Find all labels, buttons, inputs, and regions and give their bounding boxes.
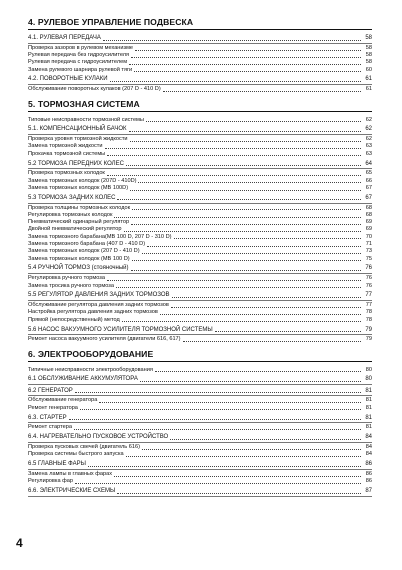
dot-leader [138, 182, 361, 183]
dot-leader [107, 155, 361, 156]
dot-leader [126, 165, 361, 166]
toc-entry[interactable] [28, 170, 372, 177]
entry-page-number: 64 [365, 160, 372, 167]
dot-leader [171, 307, 361, 308]
section-divider [28, 203, 372, 204]
entry-label: Ремонт стартера [28, 424, 72, 431]
entry-label: Ремонт насоса вакуумного усилителя (двигатели 616, 617) [28, 336, 181, 343]
entry-label: Ремонт генератора [28, 404, 78, 411]
toc-entry[interactable] [28, 424, 372, 431]
toc-section [28, 195, 372, 263]
toc-entry[interactable] [28, 283, 372, 290]
entry-page-number: 61 [365, 86, 372, 93]
entry-page-number: 62 [365, 116, 372, 123]
entry-page-number: 84 [365, 434, 372, 441]
entry-label: Обслуживание генератора [28, 397, 98, 404]
dot-leader [215, 331, 361, 332]
toc-entry[interactable] [28, 336, 372, 343]
entry-label: Обслуживание поворотных кулаков (207 D - 410 D) [28, 86, 161, 93]
dot-leader [122, 321, 361, 322]
toc-entry[interactable] [28, 309, 372, 316]
entry-label: Типичные неисправности электрооборудования [28, 366, 153, 373]
chapter-title: 4. РУЛЕВОЕ УПРАВЛЕНИЕ ПОДВЕСКА [28, 17, 194, 27]
entry-label: Замена тормозного барабана(MB 100 D, 207 D - 310 D) [28, 233, 172, 240]
entry-label: Замена тормозных колодок (MB 100 D) [28, 255, 130, 262]
entry-page-number: 79 [365, 336, 372, 343]
dot-leader [103, 40, 361, 41]
entry-page-number: 65 [365, 170, 372, 177]
entry-page-number: 67 [365, 194, 372, 201]
section-heading[interactable] [28, 434, 372, 441]
entry-label: 6.3. СТАРТЕР [28, 414, 67, 421]
entry-label: 6.1 ОБСЛУЖИВАНИЕ АККУМУЛЯТОРА [28, 376, 138, 383]
section-heading[interactable] [28, 161, 372, 168]
dot-leader [130, 141, 361, 142]
entry-page-number: 81 [365, 397, 372, 404]
entry-page-number: 86 [365, 470, 372, 477]
page-number: 4 [16, 536, 23, 550]
entry-page-number: 76 [365, 282, 372, 289]
entry-label: Проверка зазоров в рулевом механизме [28, 44, 134, 51]
chapter-title: 6. ЭЛЕКТРООБОРУДОВАНИЕ [28, 348, 154, 359]
entry-label: Замена тросика ручного тормоза [28, 282, 114, 289]
entry-page-number: 58 [365, 52, 372, 59]
toc-section [28, 265, 372, 289]
dot-leader [107, 280, 361, 281]
entry-page-number: 63 [365, 150, 372, 157]
entry-page-number: 80 [365, 366, 372, 373]
chapter-title: 5. ТОРМОЗНАЯ СИСТЕМА [28, 98, 140, 109]
toc-section [28, 76, 372, 93]
section-heading[interactable] [28, 292, 372, 299]
dot-leader [170, 439, 361, 440]
entry-label: Прямой (непосредственный) метод [28, 316, 120, 323]
section-divider [28, 43, 372, 44]
entry-label: Замена тормозных колодок (207D - 410D) [28, 177, 137, 184]
dot-leader [129, 64, 361, 65]
entry-page-number: 86 [365, 478, 372, 485]
entry-label: 5.1. КОМПЕНСАЦИОННЫЙ БАЧОК [28, 126, 127, 133]
entry-label: Обслуживание регулятора давления задних тормозов [28, 302, 169, 309]
toc-entry[interactable] [28, 86, 372, 93]
toc-section [28, 415, 372, 432]
entry-page-number: 78 [365, 316, 372, 323]
entry-page-number: 81 [365, 387, 372, 394]
entry-label: 5.4 РУЧНОЙ ТОРМОЗ (стояночный) [28, 265, 129, 272]
dot-leader [117, 493, 361, 494]
entry-page-number: 81 [365, 414, 372, 421]
section-heading[interactable] [28, 195, 372, 202]
toc-section [28, 376, 372, 385]
toc-entry[interactable] [28, 241, 372, 248]
toc-section [28, 327, 372, 344]
toc-section [28, 388, 372, 412]
dot-leader [75, 483, 361, 484]
entry-label: 5.3 ТОРМОЗА ЗАДНИХ КОЛЕС [28, 194, 116, 201]
entry-page-number: 81 [365, 404, 372, 411]
entry-page-number: 76 [365, 265, 372, 272]
entry-label: Замена тормозных колодок (207 D - 410 D) [28, 248, 140, 255]
toc-entry[interactable] [28, 59, 372, 66]
dot-leader [142, 253, 361, 254]
dot-leader [117, 199, 361, 200]
entry-label: Замена тормозного барабана (407 D - 410 D) [28, 241, 146, 248]
entry-page-number: 67 [365, 184, 372, 191]
section-divider [28, 496, 372, 497]
dot-leader [110, 81, 361, 82]
dot-leader [88, 466, 361, 467]
section-heading[interactable] [28, 35, 372, 42]
section-heading[interactable] [28, 461, 372, 468]
dot-leader [142, 449, 361, 450]
entry-label: Настройка регулятора давления задних тормозов [28, 309, 158, 316]
section-divider [28, 273, 372, 274]
section-heading[interactable] [28, 415, 372, 422]
entry-label: 6.4. НАГРЕВАТЕЛЬНО ПУСКОВОЕ УСТРОЙСТВО [28, 434, 169, 441]
entry-page-number: 61 [365, 76, 372, 83]
toc-entry[interactable] [28, 234, 372, 241]
toc-entry[interactable] [28, 397, 372, 404]
dot-leader [74, 429, 361, 430]
entry-page-number: 79 [365, 326, 372, 333]
chapter [28, 98, 372, 344]
chapter [28, 348, 372, 497]
section-heading[interactable] [28, 76, 372, 83]
entry-page-number: 87 [365, 487, 372, 494]
entry-page-number: 68 [365, 211, 372, 218]
dot-leader [105, 148, 362, 149]
entry-label: Проверка толщины тормозных колодок [28, 204, 131, 211]
entry-page-number: 77 [365, 302, 372, 309]
section-divider [28, 422, 372, 423]
entry-page-number: 84 [365, 443, 372, 450]
entry-page-number: 76 [365, 275, 372, 282]
toc-section [28, 461, 372, 485]
dot-leader [160, 314, 361, 315]
entry-label: 4.2. ПОВОРОТНЫЕ КУЛАКИ [28, 76, 108, 83]
entry-label: Проверка системы быстрого запуска [28, 451, 124, 458]
dot-leader [163, 91, 361, 92]
toc-entry[interactable] [28, 151, 372, 158]
toc-entry[interactable] [28, 52, 372, 59]
chapter-divider [28, 361, 372, 362]
dot-leader [116, 287, 361, 288]
section-divider [28, 395, 372, 396]
entry-page-number: 73 [365, 248, 372, 255]
dot-leader [114, 217, 361, 218]
entry-label: Регулировка тормозных колодок [28, 211, 113, 218]
section-divider [28, 442, 372, 443]
toc-entry[interactable] [28, 143, 372, 150]
entry-page-number: 58 [365, 59, 372, 66]
entry-page-number: 77 [365, 292, 372, 299]
dot-leader [107, 175, 361, 176]
entry-label: Пневматический одинарный регулятор [28, 219, 130, 226]
dot-leader [134, 71, 361, 72]
toc-entry[interactable] [28, 226, 372, 233]
dot-leader [131, 270, 361, 271]
entry-page-number: 86 [365, 461, 372, 468]
toc-entry[interactable] [28, 185, 372, 192]
toc-entry[interactable] [28, 405, 372, 412]
section-heading[interactable] [28, 126, 372, 133]
dot-leader [132, 260, 361, 261]
entry-page-number: 62 [365, 136, 372, 143]
toc-entry[interactable] [28, 451, 372, 458]
toc-entry[interactable] [28, 67, 372, 74]
entry-label: Рулевая передача с гидроусилителем [28, 59, 128, 66]
toc-section [28, 161, 372, 193]
entry-page-number: 78 [365, 309, 372, 316]
entry-page-number: 71 [365, 241, 372, 248]
entry-label: 6.5 ГЛАВНЫЕ ФАРЫ [28, 461, 86, 468]
entry-label: 5.6 НАСОС ВАКУУМНОГО УСИЛИТЕЛЯ ТОРМОЗНОЙ СИСТЕМЫ [28, 326, 213, 333]
dot-leader [135, 50, 361, 51]
toc-section [28, 434, 372, 458]
section-heading[interactable] [28, 327, 372, 334]
toc-entry[interactable] [28, 205, 372, 212]
entry-page-number: 60 [365, 66, 372, 73]
section-divider [28, 469, 372, 470]
toc-section [28, 292, 372, 324]
entry-page-number: 84 [365, 451, 372, 458]
dot-leader [146, 121, 361, 122]
dot-leader [130, 190, 361, 191]
entry-label: 6.2 ГЕНЕРАТОР [28, 387, 73, 394]
entry-page-number: 70 [365, 233, 372, 240]
entry-label: Проверка тормозных колодок [28, 170, 105, 177]
dot-leader [129, 131, 362, 132]
entry-label: Регулировка ручного тормоза [28, 275, 105, 282]
dot-leader [69, 419, 361, 420]
toc-section [28, 126, 372, 158]
entry-page-number: 69 [365, 226, 372, 233]
entry-page-number: 69 [365, 219, 372, 226]
toc-entry[interactable] [28, 275, 372, 282]
entry-page-number: 63 [365, 143, 372, 150]
toc-section [28, 488, 372, 497]
toc-section [28, 35, 372, 74]
section-divider [28, 168, 372, 169]
dot-leader [114, 476, 361, 477]
entry-page-number: 75 [365, 255, 372, 262]
entry-label: Рулевая передача без гидроусилителя [28, 52, 130, 59]
entry-label: Типовые неисправности тормозной системы [28, 116, 144, 123]
entry-page-number: 58 [365, 35, 372, 41]
entry-page-number: 68 [365, 204, 372, 211]
entry-label: Проверка пусковых свечей (двигатель 616) [28, 443, 140, 450]
section-heading[interactable] [28, 488, 372, 495]
dot-leader [174, 238, 362, 239]
entry-label: 5.2 ТОРМОЗА ПЕРЕДНИХ КОЛЕС [28, 160, 124, 167]
section-divider [28, 334, 372, 335]
toc-section [28, 117, 372, 124]
entry-label: Замена лампы в главных фарах [28, 470, 113, 477]
dot-leader [75, 392, 361, 393]
section-divider [28, 84, 372, 85]
entry-page-number: 62 [365, 126, 372, 133]
toc-entry[interactable] [28, 317, 372, 324]
entry-label: Двойной пневматический регулятор [28, 226, 122, 233]
toc-entry[interactable] [28, 256, 372, 263]
toc-entry[interactable] [28, 117, 372, 124]
entry-label: Регулировка фар [28, 478, 73, 485]
section-heading[interactable] [28, 388, 372, 395]
entry-label: Прокачка тормозной системы [28, 150, 106, 157]
chapter [28, 16, 372, 94]
entry-page-number: 81 [365, 424, 372, 431]
dot-leader [155, 371, 361, 372]
entry-page-number: 58 [365, 44, 372, 51]
toc-entry[interactable] [28, 478, 372, 485]
section-divider [28, 300, 372, 301]
dot-leader [131, 57, 361, 58]
dot-leader [140, 381, 361, 382]
dot-leader [99, 402, 361, 403]
entry-label: 5.5 РЕГУЛЯТОР ДАВЛЕНИЯ ЗАДНИХ ТОРМОЗОВ [28, 292, 170, 299]
toc-entry[interactable] [28, 248, 372, 255]
entry-label: Замена тормозной жидкости [28, 143, 103, 150]
entry-page-number: 66 [365, 177, 372, 184]
dot-leader [80, 409, 361, 410]
toc-entry[interactable] [28, 367, 372, 374]
table-of-contents [28, 16, 372, 501]
dot-leader [132, 209, 361, 210]
toc-entry[interactable] [28, 471, 372, 478]
entry-label: Замена тормозных колодок (MB 100D) [28, 184, 129, 191]
dot-leader [124, 231, 362, 232]
chapter-divider [28, 29, 372, 30]
entry-label: 4.1. РУЛЕВАЯ ПЕРЕДАЧА [28, 35, 101, 41]
entry-label: 6.6. ЭЛЕКТРИЧЕСКИЕ СХЕМЫ [28, 487, 116, 494]
entry-label: Проверка уровня тормозной жидкости [28, 136, 128, 143]
dot-leader [183, 341, 361, 342]
entry-page-number: 80 [365, 376, 372, 383]
section-heading[interactable] [28, 265, 372, 272]
toc-entry[interactable] [28, 45, 372, 52]
dot-leader [147, 246, 361, 247]
dot-leader [131, 224, 361, 225]
toc-entry[interactable] [28, 178, 372, 185]
section-heading[interactable] [28, 376, 372, 383]
entry-label: Замена рулевого шарнира рулевой тяги [28, 66, 133, 73]
chapter-divider [28, 111, 372, 112]
toc-entry[interactable] [28, 444, 372, 451]
dot-leader [126, 456, 361, 457]
section-divider [28, 384, 372, 385]
dot-leader [172, 297, 361, 298]
toc-section [28, 367, 372, 374]
